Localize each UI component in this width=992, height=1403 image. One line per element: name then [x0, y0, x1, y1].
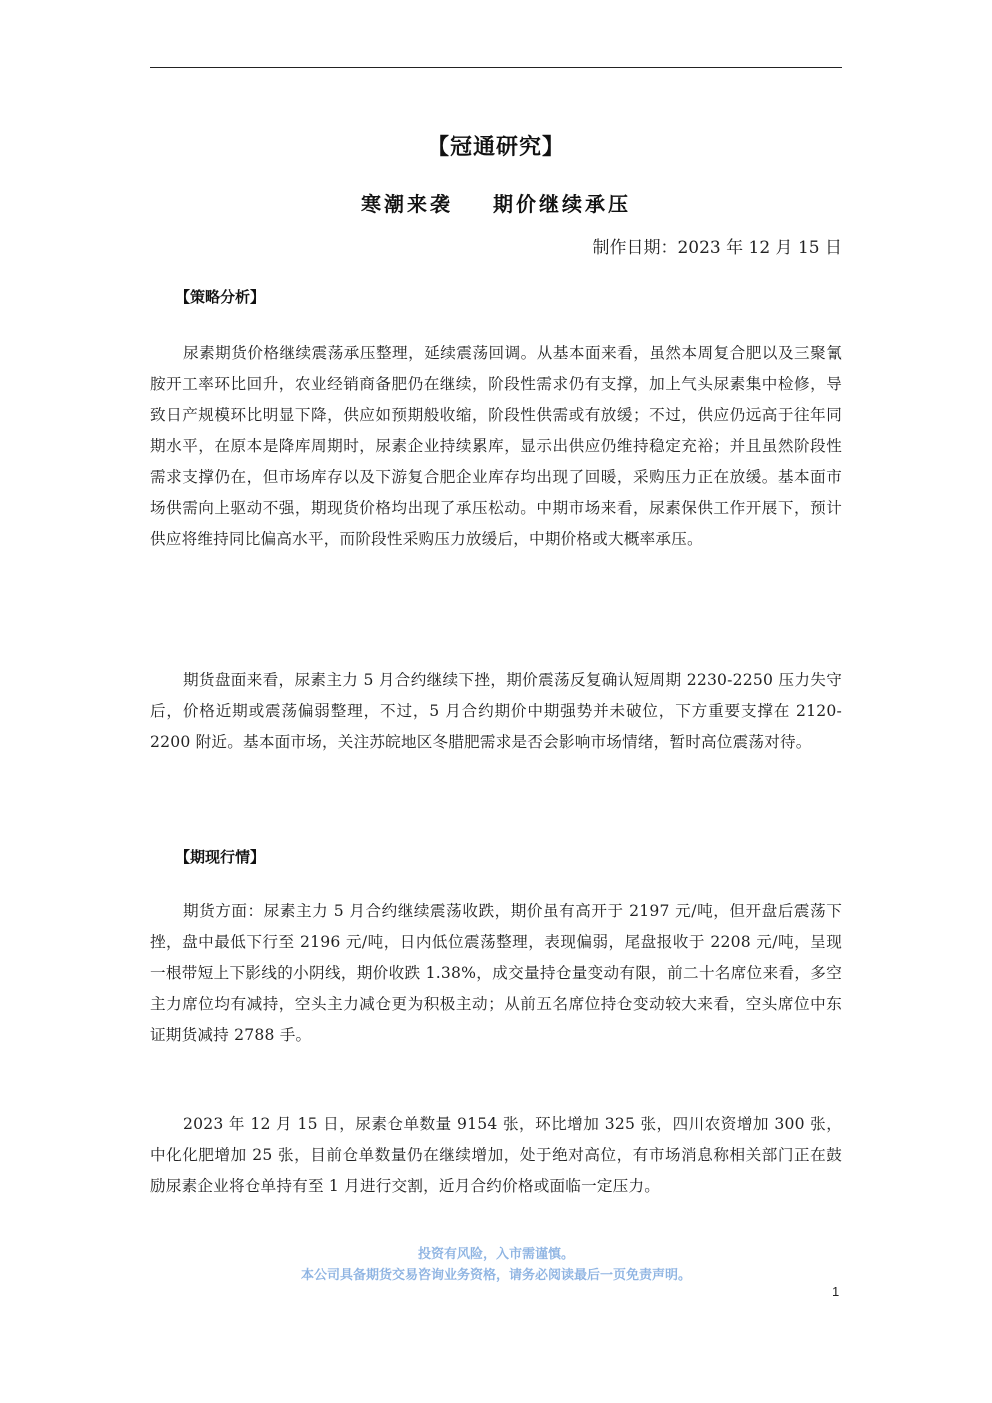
- market-paragraph-2: 2023 年 12 月 15 日，尿素仓单数量 9154 张，环比增加 325 张，四川农资增加 300 张，中化化肥增加 25 张，目前仓单数量仍在继续增加，处于绝对高位，有市场消息称相关部门正在鼓励尿素企业将仓单持有至 1 月进行交割，近月合约价格或面临一定压力。: [150, 1115, 842, 1195]
- report-title-part-1: 寒潮来袭: [361, 192, 453, 216]
- market-paragraph-1: 期货方面：尿素主力 5 月合约继续震荡收跌，期价虽有高开于 2197 元/吨，但开盘后震荡下挫，盘中最低下行至 2196 元/吨，日内低位震荡整理，表现偏弱，尾盘报收于 2208 元/吨，呈现一根带短上下影线的小阴线，期价收跌 1.38%，成交量持仓量变动有限，前二十名席位来看，多空主力席位均有减持，空头主力减仓更为积极主动；从前五名席位持仓变动较大来看，空头席位中东证期货减持 2788 手。: [150, 902, 842, 1044]
- page-number: 1: [832, 1284, 840, 1299]
- risk-warning: 投资有风险，入市需谨慎。: [417, 1247, 574, 1262]
- strategy-paragraph-1: 尿素期货价格继续震荡承压整理，延续震荡回调。从基本面来看，虽然本周复合肥以及三聚氰胺开工率环比回升，农业经销商备肥仍在继续，阶段性需求仍有支撑，加上气头尿素集中检修，导致日产规模环比明显下降，供应如预期般收缩，阶段性供需或有放缓；不过，供应仍远高于往年同期水平，在原本是降库周期时，尿素企业持续累库，显示出供应仍维持稳定充裕；并且虽然阶段性需求支撑仍在，但市场库存以及下游复合肥企业库存均出现了回暖，采购压力正在放缓。基本面市场供需向上驱动不强，期现货价格均出现了承压松动。中期市场来看，尿素保供工作开展下，预计供应将维持同比偏高水平，而阶段性采购压力放缓后，中期价格或大概率承压。: [150, 344, 842, 548]
- strategy-paragraph-2: 期货盘面来看，尿素主力 5 月合约继续下挫，期价震荡反复确认短周期 2230-2250 压力失守后，价格近期或震荡偏弱整理，不过，5 月合约期价中期强势并未破位，下方重要支撑在 2120-2200 附近。基本面市场，关注苏皖地区冬腊肥需求是否会影响市场情绪，暂时高位震荡对待。: [150, 671, 842, 751]
- section-heading-strategy: 【策略分析】: [175, 288, 266, 306]
- report-series-label: 【冠通研究】: [426, 134, 565, 160]
- report-title: [150, 188, 842, 217]
- section-heading-market: 【期现行情】: [175, 848, 266, 866]
- report-date: 制作日期：2023 年 12 月 15 日: [592, 238, 842, 258]
- report-title-part-2: 期价继续承压: [493, 192, 631, 216]
- disclaimer-notice: 本公司具备期货交易咨询业务资格，请务必阅读最后一页免责声明。: [300, 1268, 691, 1283]
- header-rule: [150, 67, 842, 68]
